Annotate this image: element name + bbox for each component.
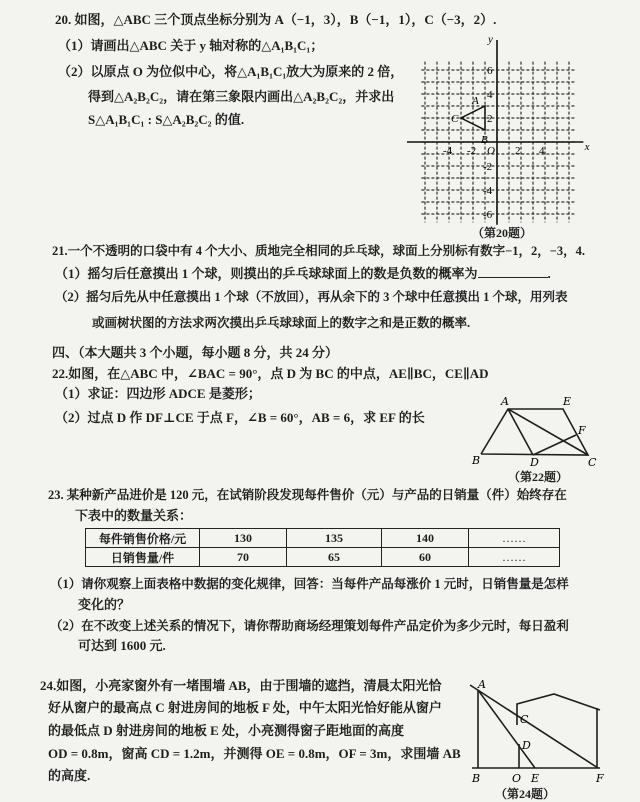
table-cell: 140 [382, 529, 469, 548]
y-tick-label: 2 [487, 113, 493, 125]
origin-label: O [487, 145, 495, 157]
q24-line2: 好从窗户的最高点 C 射进房间的地板 F 处，中午太阳光恰好能从窗户 [48, 700, 442, 715]
label-O: O [512, 772, 522, 785]
q21-stem: 21.一个不透明的口袋中有 4 个大小、质地完全相同的乒乓球，球面上分别标有数字−1，2，−3，4. [52, 244, 585, 258]
table-cell: 每件销售价格/元 [86, 529, 200, 548]
q20-part2-line3: S△A₁B₁C₁ : S△A₂B₂C₂ 的值. [88, 112, 245, 127]
x-tick-label: 2 [515, 145, 521, 157]
q22-stem: 22.如图，在△ABC 中，∠BAC = 90°，点 D 为 BC 的中点，AE∥BC，CE∥AD [52, 366, 489, 381]
q24-line4: OD = 0.8m，窗高 CD = 1.2m，并测得 OE = 0.8m，OF = 3m，求围墙 AB [48, 746, 461, 761]
x-tick-label: -2 [467, 145, 477, 157]
q20-part1: （1）请画出△ABC 关于 y 轴对称的△A₁B₁C₁； [58, 38, 324, 53]
point-label-a: A [472, 95, 479, 107]
q22-part2: （2）过点 D 作 DF⊥CE 于点 F，∠B = 60°，AB = 6，求 EF 的长 [55, 410, 425, 425]
q21-part2-line1: （2）摇匀后先从中任意摸出 1 个球（不放回），再从余下的 3 个球中任意摸出 1 个球，用列表 [55, 290, 568, 304]
q21-part1-text: （1）摇匀后任意摸出 1 个球，则摸出的乒乓球球面上的数是负数的概率为 [55, 266, 478, 281]
q23-part2-line1: （2）在不改变上述关系的情况下，请你帮助商场经理策划每件产品定价为多少元时，每日盈利 [50, 619, 569, 633]
q24-line5: 的高度. [48, 768, 91, 783]
label-E: E [531, 772, 540, 785]
label-D: D [522, 739, 531, 752]
y-tick-label: -6 [483, 209, 493, 221]
x-tick-label: -4 [443, 145, 453, 157]
y-tick-label: -4 [483, 185, 493, 197]
y-axis-label: y [488, 33, 493, 46]
figure20-caption: （第20题） [472, 226, 533, 240]
table-cell: …… [469, 529, 560, 548]
label-B: B [472, 772, 481, 785]
q23-part2-line2: 可达到 1600 元. [78, 638, 166, 653]
table-cell: …… [469, 548, 560, 567]
label-A: A [501, 395, 509, 408]
q20-part2-line1: （2）以原点 O 为位似中心，将△A₁B₁C₁放大为原来的 2 倍， [58, 64, 404, 79]
table-cell: 65 [287, 548, 382, 567]
table-cell: 135 [287, 529, 382, 548]
q22-part1: （1）求证：四边形 ADCE 是菱形； [55, 386, 261, 401]
table-cell: 130 [200, 529, 287, 548]
table-cell: 60 [382, 548, 469, 567]
label-A: A [478, 678, 486, 691]
q24-line1: 24.如图，小亮家窗外有一堵围墙 AB，由于围墙的遮挡，清晨太阳光恰 [40, 678, 442, 693]
y-tick-label: 4 [487, 89, 493, 101]
q23-part1-line2: 变化的？ [78, 597, 131, 612]
figure24-caption: （第24题） [495, 787, 556, 801]
label-C: C [588, 456, 597, 469]
point-label-c: C [451, 113, 459, 125]
table-cell: 70 [200, 548, 287, 567]
label-F: F [596, 772, 604, 785]
q20-stem: 20. 如图，△ABC 三个顶点坐标分别为 A（−1，3），B（−1，1），C（−3，2）. [55, 12, 497, 27]
x-axis-label: x [584, 141, 590, 153]
section4-heading: 四、（本大题共 3 个小题，每小题 8 分，共 24 分） [52, 345, 339, 360]
q23-part1-line1: （1）请你观察上面表格中数据的变化规律，回答：当每件产品每涨价 1 元时，日销售量是怎样 [50, 577, 569, 591]
q20-part2-line2: 得到△A₂B₂C₂，请在第三象限内画出△A₂B₂C₂，并求出 [88, 89, 395, 104]
label-C: C [520, 713, 529, 726]
label-E: E [563, 395, 572, 408]
y-tick-label: 6 [487, 65, 493, 77]
q23-stem2: 下表中的数量关系： [75, 508, 193, 523]
q21-part2-line2: 或画树状图的方法求两次摸出乒乓球球面上的数字之和是正数的概率. [92, 316, 471, 330]
label-F: F [578, 424, 586, 437]
figure22-caption: （第22题） [508, 470, 569, 484]
point-label-b: B [481, 134, 488, 146]
label-B: B [472, 454, 481, 467]
q23-stem: 23. 某种新产品进价是 120 元，在试销阶段发现每件售价（元）与产品的日销量（件）始终存在 [48, 488, 567, 502]
y-tick-label: -2 [483, 161, 493, 173]
label-D: D [530, 456, 539, 469]
x-tick-label: 4 [539, 145, 545, 157]
q21-part1-end: . [547, 266, 551, 281]
q24-line3: 的最低点 D 射进房间的地板 E 处，小亮测得窗子距地面的高度 [48, 723, 405, 738]
table-cell: 日销售量/件 [86, 548, 200, 567]
